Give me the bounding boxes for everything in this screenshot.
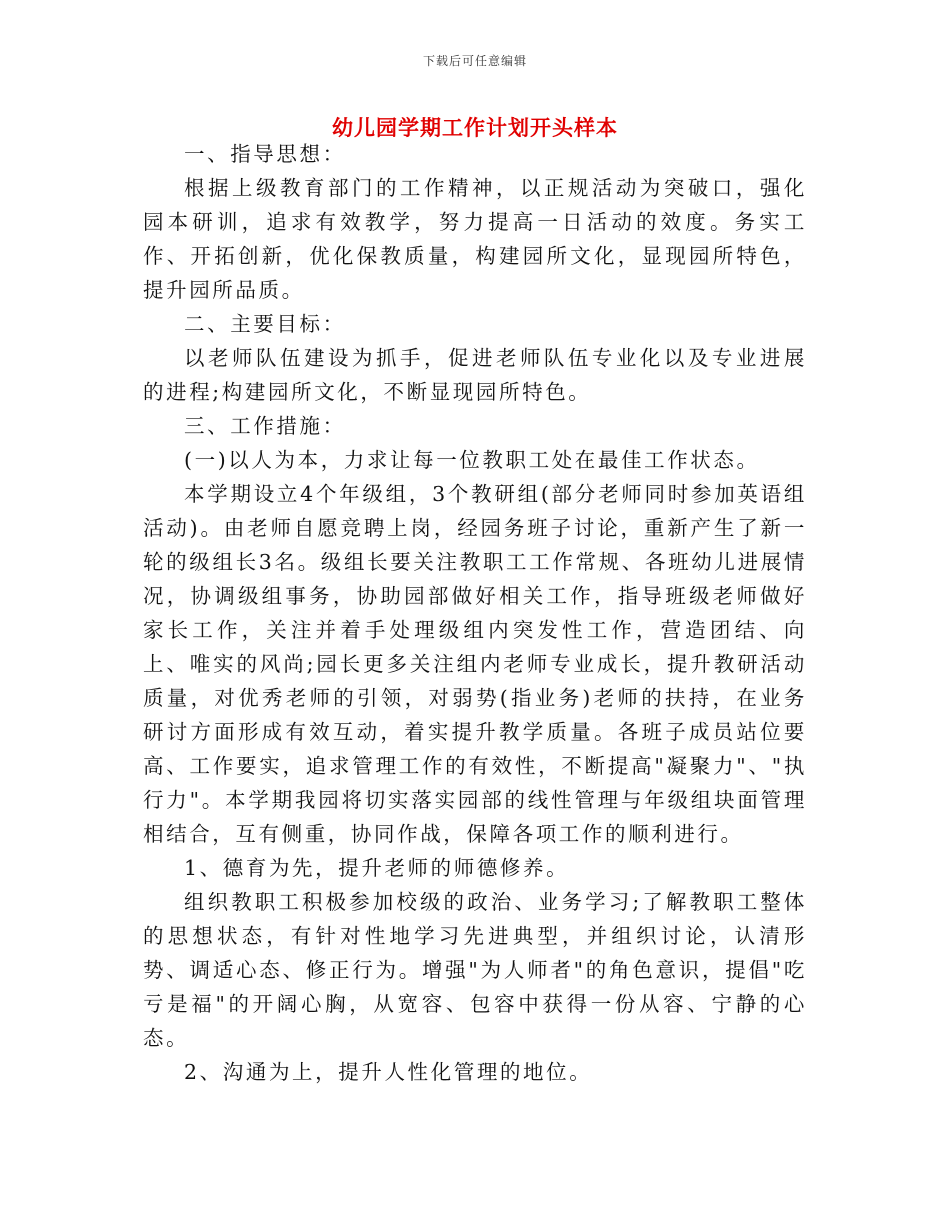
subsection-heading: (一)以人为本，力求让每一位教职工处在最佳工作状态。	[184, 448, 760, 472]
page-header-note: 下载后可任意编辑	[422, 54, 527, 68]
section-heading-work-measures: 三、工作措施：	[184, 414, 346, 438]
paragraph: 以老师队伍建设为抓手，促进老师队伍专业化以及专业进展的进程;构建园所文化，不断显现园所特色。	[143, 346, 807, 404]
paragraph: 根据上级教育部门的工作精神，以正规活动为突破口，强化园本研训，追求有效教学，努力提高一日活动的效度。务实工作、开拓创新，优化保教质量，构建园所文化，显现园所特色，提升园所品质。	[143, 176, 807, 302]
section-heading-main-goals: 二、主要目标：	[184, 312, 346, 336]
document-body	[143, 137, 807, 1089]
numbered-heading: 2、沟通为上，提升人性化管理的地位。	[184, 1060, 593, 1084]
numbered-heading: 1、德育为先，提升老师的师德修养。	[184, 856, 570, 880]
document-title: 幼儿园学期工作计划开头样本	[332, 116, 618, 140]
section-heading-guiding-ideology: 一、指导思想：	[184, 142, 346, 166]
paragraph: 本学期设立4个年级组，3个教研组(部分老师同时参加英语组活动)。由老师自愿竞聘上岗，经园务班子讨论，重新产生了新一轮的级组长3名。级组长要关注教职工工作常规、各班幼儿进展情况，协调级组事务，协助园部做好相关工作，指导班级老师做好家长工作，关注并着手处理级组内突发性工作，营造团结、向上、唯实的风尚;园长更多关注组内老师专业成长，提升教研活动质量，对优秀老师的引领，对弱势(指业务)老师的扶持，在业务研讨方面形成有效互动，着实提升教学质量。各班子成员站位要高、工作要实，追求管理工作的有效性，不断提高"凝聚力"、"执行力"。本学期我园将切实落实园部的线性管理与年级组块面管理相结合，互有侧重，协同作战，保障各项工作的顺利进行。	[143, 482, 807, 846]
paragraph: 组织教职工积极参加校级的政治、业务学习;了解教职工整体的思想状态，有针对性地学习先进典型，并组织讨论，认清形势、调适心态、修正行为。增强"为人师者"的角色意识，提倡"吃亏是福"的开阔心胸，从宽容、包容中获得一份从容、宁静的心态。	[143, 890, 807, 1050]
